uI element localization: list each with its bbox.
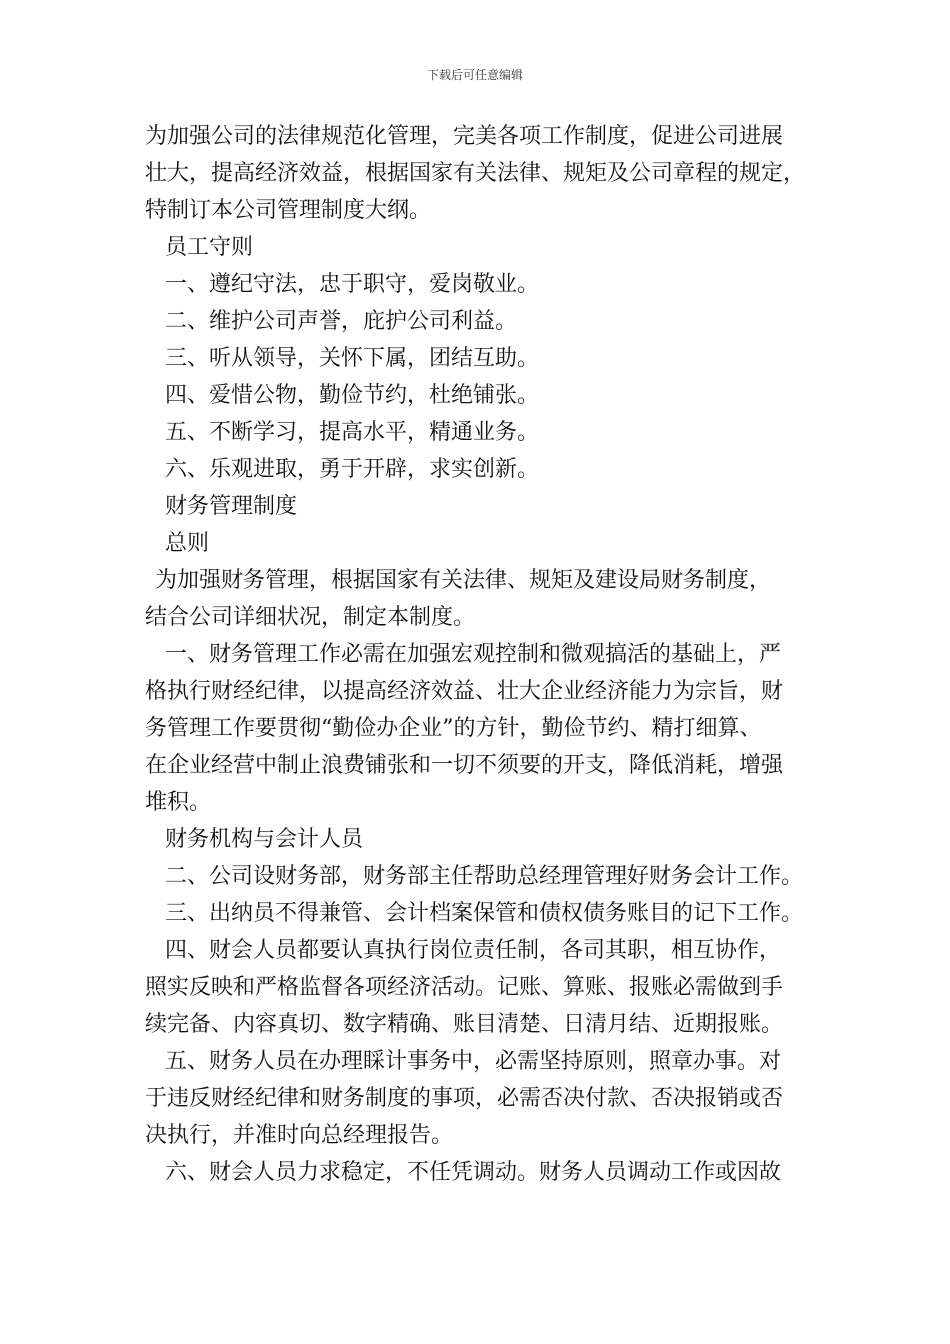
text-line: 务管理工作要贯彻“勤俭办企业”的方针，勤俭节约、精打细算、 [145, 716, 762, 741]
text-line: 续完备、内容真切、数字精确、账目清楚、日清月结、近期报账。 [145, 1012, 784, 1037]
text-line: 二、维护公司声誉，庇护公司利益。 [165, 309, 518, 334]
text-line: 三、出纳员不得兼管、会计档案保管和债权债务账目的记下工作。 [165, 901, 804, 926]
text-line: 五、财务人员在办理睬计事务中，必需坚持原则，照章办事。对 [165, 1049, 782, 1074]
text-line: 二、公司设财务部，财务部主任帮助总经理管理好财务会计工作。 [165, 864, 804, 889]
text-line: 决执行，并准时向总经理报告。 [145, 1123, 454, 1148]
text-line: 四、财会人员都要认真执行岗位责任制，各司其职，相互协作， [165, 938, 782, 963]
text-line: 五、不断学习，提高水平，精通业务。 [165, 420, 540, 445]
text-line: 于违反财经纪律和财务制度的事项，必需否决付款、否决报销或否 [145, 1086, 784, 1111]
text-line: 财务机构与会计人员 [165, 827, 364, 852]
text-line: 员工守则 [165, 235, 254, 260]
text-line: 一、遵纪守法，忠于职守，爱岗敬业。 [165, 272, 540, 297]
text-line: 一、财务管理工作必需在加强宏观控制和微观搞活的基础上，严 [165, 642, 782, 667]
text-line: 结合公司详细状况，制定本制度。 [145, 605, 476, 630]
text-line: 在企业经营中制止浪费铺张和一切不须要的开支，降低消耗，增强 [145, 753, 784, 778]
text-line: 财务管理制度 [165, 494, 298, 519]
text-line: 特制订本公司管理制度大纲。 [145, 198, 432, 223]
text-line: 三、听从领导，关怀下属，团结互助。 [165, 346, 540, 371]
document-body [145, 118, 815, 1191]
text-line: 堆积。 [145, 790, 212, 815]
text-line: 四、爱惜公物，勤俭节约，杜绝铺张。 [165, 383, 540, 408]
text-line: 为加强公司的法律规范化管理，完美各项工作制度，促进公司进展 [145, 124, 784, 149]
text-line: 格执行财经纪律，以提高经济效益、壮大企业经济能力为宗旨，财 [145, 679, 784, 704]
text-line: 总则 [165, 531, 210, 556]
text-line: 壮大，提高经济效益，根据国家有关法律、规矩及公司章程的规定， [145, 161, 806, 186]
text-line: 照实反映和严格监督各项经济活动。记账、算账、报账必需做到手 [145, 975, 784, 1000]
page-header: 下载后可任意编辑 [426, 68, 523, 82]
text-line: 六、乐观进取，勇于开辟，求实创新。 [165, 457, 540, 482]
text-line: 为加强财务管理，根据国家有关法律、规矩及建设局财务制度， [155, 568, 772, 593]
text-line: 六、财会人员力求稳定，不任凭调动。财务人员调动工作或因故 [165, 1160, 782, 1185]
